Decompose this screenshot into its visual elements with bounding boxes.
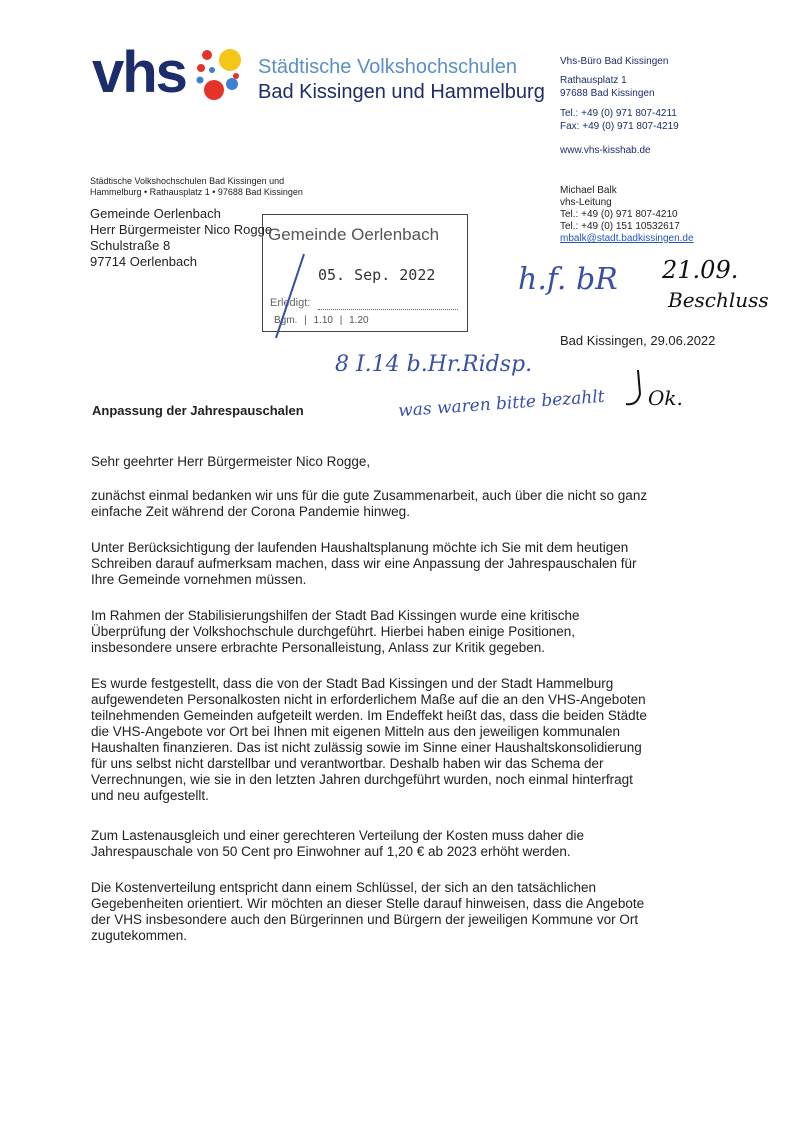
- org-name-line1: Städtische Volkshochschulen: [258, 56, 518, 78]
- recipient-line: Herr Bürgermeister Nico Rogge: [90, 222, 273, 237]
- text-line: aufgewendeten Personalkosten nicht in erforderlichem Maße auf die an den VHS-Angeboten: [91, 692, 646, 707]
- paragraph: [91, 828, 711, 860]
- recipient-address: [90, 206, 272, 270]
- handwritten-ok: Ok.: [648, 386, 683, 410]
- office-name: Vhs-Büro Bad Kissingen: [560, 56, 669, 67]
- contact-person-tel: Tel.: +49 (0) 971 807-4210: [560, 209, 678, 220]
- text-line: Die Kostenverteilung entspricht dann einem Schlüssel, der sich an den tatsächlichen: [91, 880, 597, 895]
- contact-person-mobile: Tel.: +49 (0) 151 10532617: [560, 221, 680, 232]
- handwritten-date: 21.09.: [662, 256, 739, 284]
- paragraph: [91, 676, 711, 804]
- handwritten-side-note: was waren bitte bezahlt: [397, 386, 606, 422]
- text-line: der VHS insbesondere auch den Bürgerinnen und Bürgern der jeweiligen Kommune vor Ort: [91, 912, 639, 927]
- letter-date: Bad Kissingen, 29.06.2022: [560, 333, 716, 348]
- text-line: die VHS-Angebote vor Ort bei Ihnen mit eigenen Mitteln aus den jeweiligen kommunalen: [91, 724, 621, 739]
- text-line: Unter Berücksichtigung der laufenden Haushaltsplanung möchte ich Sie mit dem heutigen: [91, 540, 629, 555]
- recipient-line: Gemeinde Oerlenbach: [90, 206, 221, 221]
- office-city: 97688 Bad Kissingen: [560, 88, 655, 99]
- office-fax: Fax: +49 (0) 971 807-4219: [560, 121, 679, 132]
- office-street: Rathausplatz 1: [560, 75, 627, 86]
- org-name-line2: Bad Kissingen und Hammelburg: [258, 81, 545, 103]
- text-line: Ihre Gemeinde vornehmen müssen.: [91, 572, 307, 587]
- office-tel: Tel.: +49 (0) 971 807-4211: [560, 108, 677, 119]
- text-line: zunächst einmal bedanken wir uns für die gute Zusammenarbeit, auch über die nicht so ganz: [91, 488, 648, 503]
- text-line: und neu aufgestellt.: [91, 788, 209, 803]
- pen-stroke-icon: [270, 250, 310, 342]
- letter-subject: Anpassung der Jahrespauschalen: [92, 403, 304, 418]
- recipient-line: Schulstraße 8: [90, 238, 171, 253]
- text-line: Verrechnungen, wie sie in den letzten Jahren durchgeführt wurden, noch einmal hinterfragt: [91, 772, 633, 787]
- text-line: Schreiben darauf aufmerksam machen, dass wir eine Anpassung der Jahrespauschalen für: [91, 556, 637, 571]
- handwritten-note: 8 I.14 b.Hr.Ridsp.: [335, 352, 533, 377]
- paragraph: [91, 880, 711, 944]
- text-line: Zum Lastenausgleich und einer gerechteren Verteilung der Kosten muss daher die: [91, 828, 585, 843]
- text-line: Im Rahmen der Stabilisierungshilfen der Stadt Bad Kissingen wurde eine kritische: [91, 608, 580, 623]
- vhs-logo-text: vhs: [92, 40, 186, 105]
- handwritten-initials: h.f. bR: [518, 262, 618, 297]
- sender-line: Hammelburg • Rathausplatz 1 • 97688 Bad Kissingen: [90, 187, 303, 197]
- contact-person-name: Michael Balk: [560, 185, 617, 196]
- contact-person-role: vhs-Leitung: [560, 197, 612, 208]
- vhs-logo-dots-icon: [190, 48, 250, 108]
- paragraph: [91, 488, 711, 520]
- text-line: Es wurde festgestellt, dass die von der Stadt Bad Kissingen und der Stadt Hammelburg: [91, 676, 614, 691]
- text-line: Haushalten finanzieren. Das ist nicht zulässig sowie im Sinne einer Haushaltskonsolidierung: [91, 740, 642, 755]
- text-line: zugutekommen.: [91, 928, 188, 943]
- text-line: Gegebenheiten orientiert. Wir möchten an dieser Stelle darauf hinweisen, dass die Angebote: [91, 896, 645, 911]
- handwritten-beschluss: Beschluss: [668, 288, 769, 312]
- office-website: www.vhs-kisshab.de: [560, 145, 651, 156]
- sender-line: Städtische Volkshochschulen Bad Kissingen und: [90, 176, 285, 186]
- sender-address: [90, 176, 303, 198]
- text-line: teilnehmenden Gemeinden aufgeteilt werden. Im Endeffekt heißt das, dass die beiden Städte: [91, 708, 647, 723]
- paragraph: [91, 540, 711, 588]
- stamp-routing-row: Bgm. | 1.10 | 1.20: [274, 315, 369, 326]
- checkmark-icon: [622, 368, 648, 412]
- text-line: Überprüfung der Volkshochschule durchgeführt. Hierbei haben einige Positionen,: [91, 624, 576, 639]
- stamp-date: 05. Sep. 2022: [318, 266, 436, 284]
- stamp-title: Gemeinde Oerlenbach: [268, 225, 440, 244]
- text-line: einfache Zeit während der Corona Pandemie hinweg.: [91, 504, 410, 519]
- text-line: insbesondere unsere erbrachte Personalleistung, Anlass zur Kritik gegeben.: [91, 640, 546, 655]
- paragraph: [91, 608, 711, 656]
- stamp-erledigt: Erledigt:: [270, 297, 311, 309]
- recipient-line: 97714 Oerlenbach: [90, 254, 197, 269]
- text-line: Jahrespauschale von 50 Cent pro Einwohner auf 1,20 € ab 2023 erhöht werden.: [91, 844, 571, 859]
- stamp-dotted-line: [318, 309, 458, 310]
- contact-person-email[interactable]: mbalk@stadt.badkissingen.de: [560, 233, 694, 244]
- text-line: für uns selbst nicht darstellbar und verantwortbar. Deshalb haben wir das Schema der: [91, 756, 604, 771]
- salutation: Sehr geehrter Herr Bürgermeister Nico Rogge,: [91, 454, 371, 469]
